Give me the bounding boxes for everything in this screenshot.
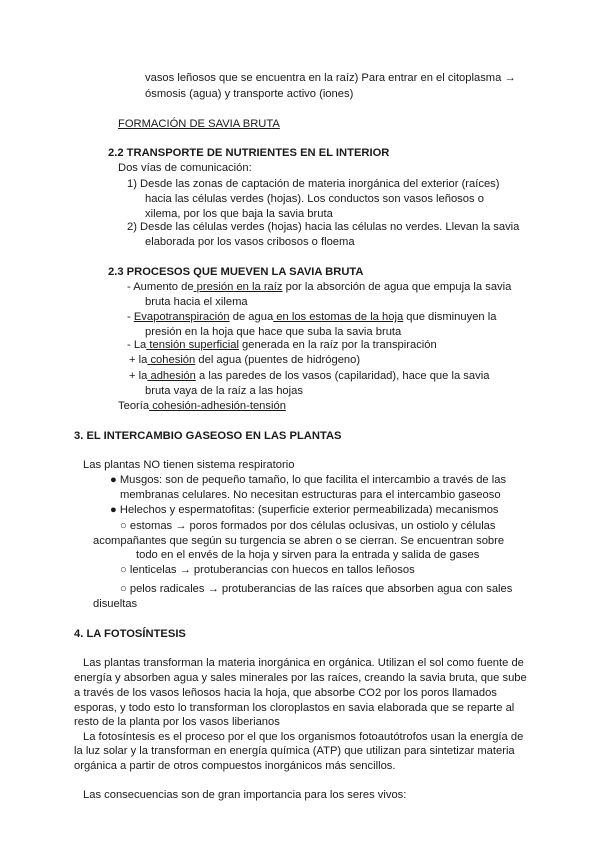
s3-sub-estomas-line1: ○ estomas → poros formados por dos células oclusivas, un ostiolo y células <box>120 520 496 532</box>
s4-p1-line1: Las plantas transforman la materia inorgánica en orgánica. Utilizan el sol como fuente de <box>83 657 524 669</box>
s4-p2-line3: orgánica a partir de otros compuestos inorgánicos más sencillos. <box>74 760 396 772</box>
s23-item-b-line1: - Evapotranspiración de agua en los estomas de la hoja que disminuyen la <box>127 311 497 323</box>
intro-line-1: vasos leñosos que se encuentra en la raíz) Para entrar en el citoplasma → <box>145 72 516 84</box>
s22-lead: Dos vías de comunicación: <box>118 162 252 174</box>
s3-bullet-musgos-line2: membranas celulares. No necesitan estructuras para el intercambio gaseoso <box>120 489 501 501</box>
s3-sub-lenticelas: ○ lenticelas → protuberancias con huecos en tallos leñosos <box>120 564 415 576</box>
presion-raiz-term: presión en la raíz <box>193 281 283 293</box>
s23-item-a-line1: - Aumento de presión en la raíz por la absorción de agua que empuja la savia <box>127 281 512 293</box>
s23-item-e-line2: bruta vaya de la raíz a las hojas <box>145 385 303 397</box>
adhesion-term: adhesión <box>147 370 196 382</box>
s4-p1-line5: resto de la planta por los vasos liberianos <box>74 716 280 728</box>
s22-item1-line3: xilema, por los que baja la savia bruta <box>145 208 333 220</box>
theory-term: cohesión-adhesión-tensión <box>149 400 286 412</box>
s22-item2-line2: elaborada por los vasos cribosos o floema <box>145 236 355 248</box>
s4-p1-line2: energía y absorben agua y sales minerales por las raíces, creando la savia bruta, que sube <box>74 672 527 684</box>
s4-p2-line2: la luz solar y la transforman en energía química (ATP) que utilizan para sintetizar materia <box>74 745 515 757</box>
s3-sub-pelos-line1: ○ pelos radicales → protuberancias de las raíces que absorben agua con sales <box>120 583 513 595</box>
s4-p1-line4: esporas, y todo esto lo transforman los cloroplastos en savia elaborada que se reparte al <box>74 702 515 714</box>
evapotranspiracion-term: Evapotranspiración <box>133 311 230 323</box>
s22-item1-line1: 1) Desde las zonas de captación de materia inorgánica del exterior (raíces) <box>127 178 500 190</box>
s23-item-a-line2: bruta hacia el xilema <box>145 296 248 308</box>
section-4-title: 4. LA FOTOSÍNTESIS <box>74 628 186 640</box>
section-2-2-title: 2.2 TRANSPORTE DE NUTRIENTES EN EL INTERIOR <box>108 147 390 159</box>
intro-line-2: ósmosis (agua) y transporte activo (iones) <box>145 88 354 100</box>
s4-p2-line1: La fotosíntesis es el proceso por el que los organismos fotoautótrofos usan la energía de <box>83 731 524 743</box>
s3-bullet-helechos: ● Helechos y espermatofitas: (superficie exterior permeabilizada) mecanismos <box>110 504 499 516</box>
s3-sub-pelos-line2: disueltas <box>93 598 138 610</box>
s3-bullet-musgos-line1: ● Musgos: son de pequeño tamaño, lo que facilita el intercambio a través de las <box>110 474 507 486</box>
s4-p3: Las consecuencias son de gran importancia para los seres vivos: <box>83 789 407 801</box>
s4-p1-line3: a través de los vasos leñosos hacia la hoja, que absorbe CO2 por los poros llamados <box>74 687 497 699</box>
s22-item1-line2: hacia las células verdes (hojas). Los conductos son vasos leñosos o <box>145 193 484 205</box>
s23-item-c: - La tensión superficial generada en la raíz por la transpiración <box>127 339 437 351</box>
formacion-heading: FORMACIÓN DE SAVIA BRUTA <box>118 118 280 130</box>
s23-item-e-line1: + la adhesión a las paredes de los vasos (capilaridad), hace que la savia <box>129 370 490 382</box>
s3-sub-estomas-line2: acompañantes que según su turgencia se abren o se cierran. Se encuentran sobre <box>93 535 505 547</box>
estomas-hoja-term: en los estomas de la hoja <box>273 311 404 323</box>
s3-lead: Las plantas NO tienen sistema respiratorio <box>83 459 295 471</box>
tension-superficial-term: tensión superficial <box>146 339 239 351</box>
s23-theory: Teoría cohesión-adhesión-tensión <box>118 400 286 412</box>
section-2-3-title: 2.3 PROCESOS QUE MUEVEN LA SAVIA BRUTA <box>108 266 364 278</box>
s23-item-b-line2: presión en la hoja que hace que suba la savia bruta <box>145 326 402 338</box>
section-3-title: 3. EL INTERCAMBIO GASEOSO EN LAS PLANTAS <box>74 430 342 442</box>
cohesion-term: cohesión <box>147 354 196 366</box>
s23-item-d: + la cohesión del agua (puentes de hidrógeno) <box>129 354 361 366</box>
s3-sub-estomas-line3: todo en el envés de la hoja y sirven para la entrada y salida de gases <box>136 549 480 561</box>
s22-item2-line1: 2) Desde las células verdes (hojas) hacia las células no verdes. Llevan la savia <box>127 221 520 233</box>
